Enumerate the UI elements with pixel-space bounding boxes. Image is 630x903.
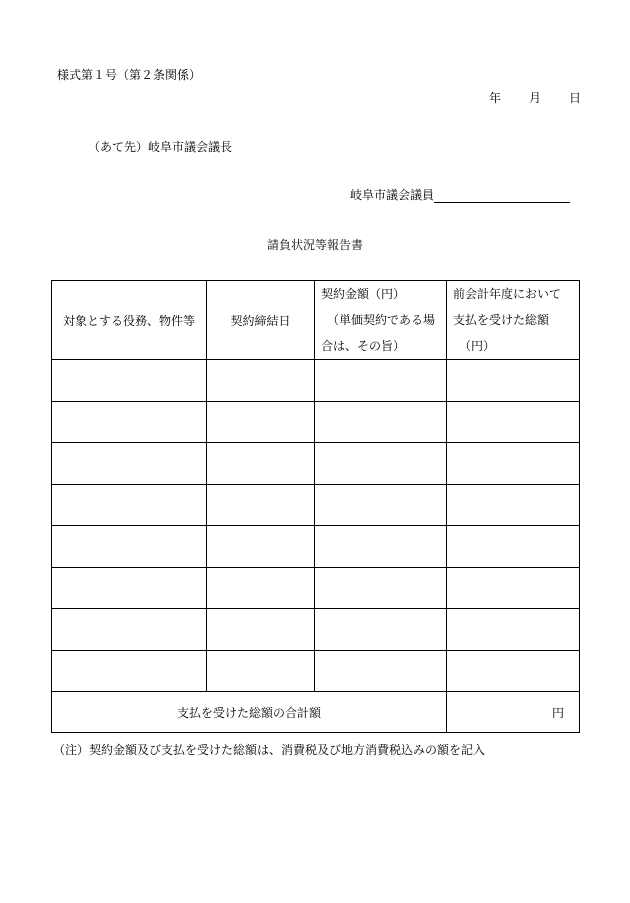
- header-contract-amount-line1: 契約金額（円）: [321, 287, 406, 301]
- cell[interactable]: [52, 650, 207, 692]
- footnote: （注）契約金額及び支払を受けた総額は、消費税及び地方消費税込みの額を記入: [53, 743, 486, 757]
- cell[interactable]: [52, 567, 207, 609]
- table-header-row: [52, 281, 580, 360]
- cell[interactable]: [52, 401, 207, 443]
- total-amount-cell[interactable]: 円: [447, 692, 580, 733]
- header-total-paid-line1: 前会計年度において: [453, 287, 562, 301]
- cell[interactable]: [207, 360, 315, 402]
- date-line: [489, 89, 581, 106]
- cell[interactable]: [447, 360, 580, 402]
- cell[interactable]: [447, 609, 580, 651]
- header-contract-date: 契約締結日: [207, 281, 315, 360]
- total-label: 支払を受けた総額の合計額: [52, 692, 447, 733]
- cell[interactable]: [447, 401, 580, 443]
- member-label: 岐阜市議会議員: [350, 188, 435, 202]
- header-total-paid-line3: （円）: [459, 339, 496, 353]
- report-table: [51, 280, 580, 733]
- cell[interactable]: [207, 526, 315, 568]
- cell[interactable]: [52, 360, 207, 402]
- table-row: [52, 360, 580, 402]
- cell[interactable]: [315, 360, 447, 402]
- cell[interactable]: [315, 443, 447, 485]
- cell[interactable]: [207, 609, 315, 651]
- cell[interactable]: [315, 567, 447, 609]
- cell[interactable]: [447, 567, 580, 609]
- cell[interactable]: [207, 484, 315, 526]
- form-number: 様式第１号（第２条関係）: [57, 68, 202, 82]
- cell[interactable]: [447, 526, 580, 568]
- member-signature-line: [350, 186, 570, 203]
- date-year: 年: [489, 91, 502, 105]
- table-row: [52, 443, 580, 485]
- signature-underline: [434, 188, 570, 203]
- header-subject: 対象とする役務、物件等: [52, 281, 207, 360]
- table-row: [52, 609, 580, 651]
- header-contract-amount-line3: 合は、その旨）: [321, 339, 406, 353]
- cell[interactable]: [52, 484, 207, 526]
- cell[interactable]: [447, 484, 580, 526]
- table-row: [52, 650, 580, 692]
- total-row: [52, 692, 580, 733]
- header-contract-amount: [315, 281, 447, 360]
- cell[interactable]: [447, 443, 580, 485]
- cell[interactable]: [315, 526, 447, 568]
- date-day: 日: [569, 91, 582, 105]
- document-title: 請負状況等報告書: [266, 238, 363, 252]
- cell[interactable]: [207, 443, 315, 485]
- cell[interactable]: [207, 650, 315, 692]
- cell[interactable]: [207, 567, 315, 609]
- cell[interactable]: [52, 443, 207, 485]
- header-contract-amount-line2: （単価契約である場: [327, 313, 436, 327]
- addressee: （あて先）岐阜市議会議長: [88, 140, 233, 154]
- table-row: [52, 567, 580, 609]
- cell[interactable]: [315, 484, 447, 526]
- cell[interactable]: [315, 650, 447, 692]
- date-month: 月: [529, 91, 542, 105]
- header-total-paid-line2: 支払を受けた総額: [453, 313, 550, 327]
- cell[interactable]: [52, 609, 207, 651]
- table-row: [52, 484, 580, 526]
- cell[interactable]: [315, 609, 447, 651]
- table-row: [52, 401, 580, 443]
- cell[interactable]: [447, 650, 580, 692]
- header-total-paid: [447, 281, 580, 360]
- cell[interactable]: [315, 401, 447, 443]
- cell[interactable]: [52, 526, 207, 568]
- table-row: [52, 526, 580, 568]
- cell[interactable]: [207, 401, 315, 443]
